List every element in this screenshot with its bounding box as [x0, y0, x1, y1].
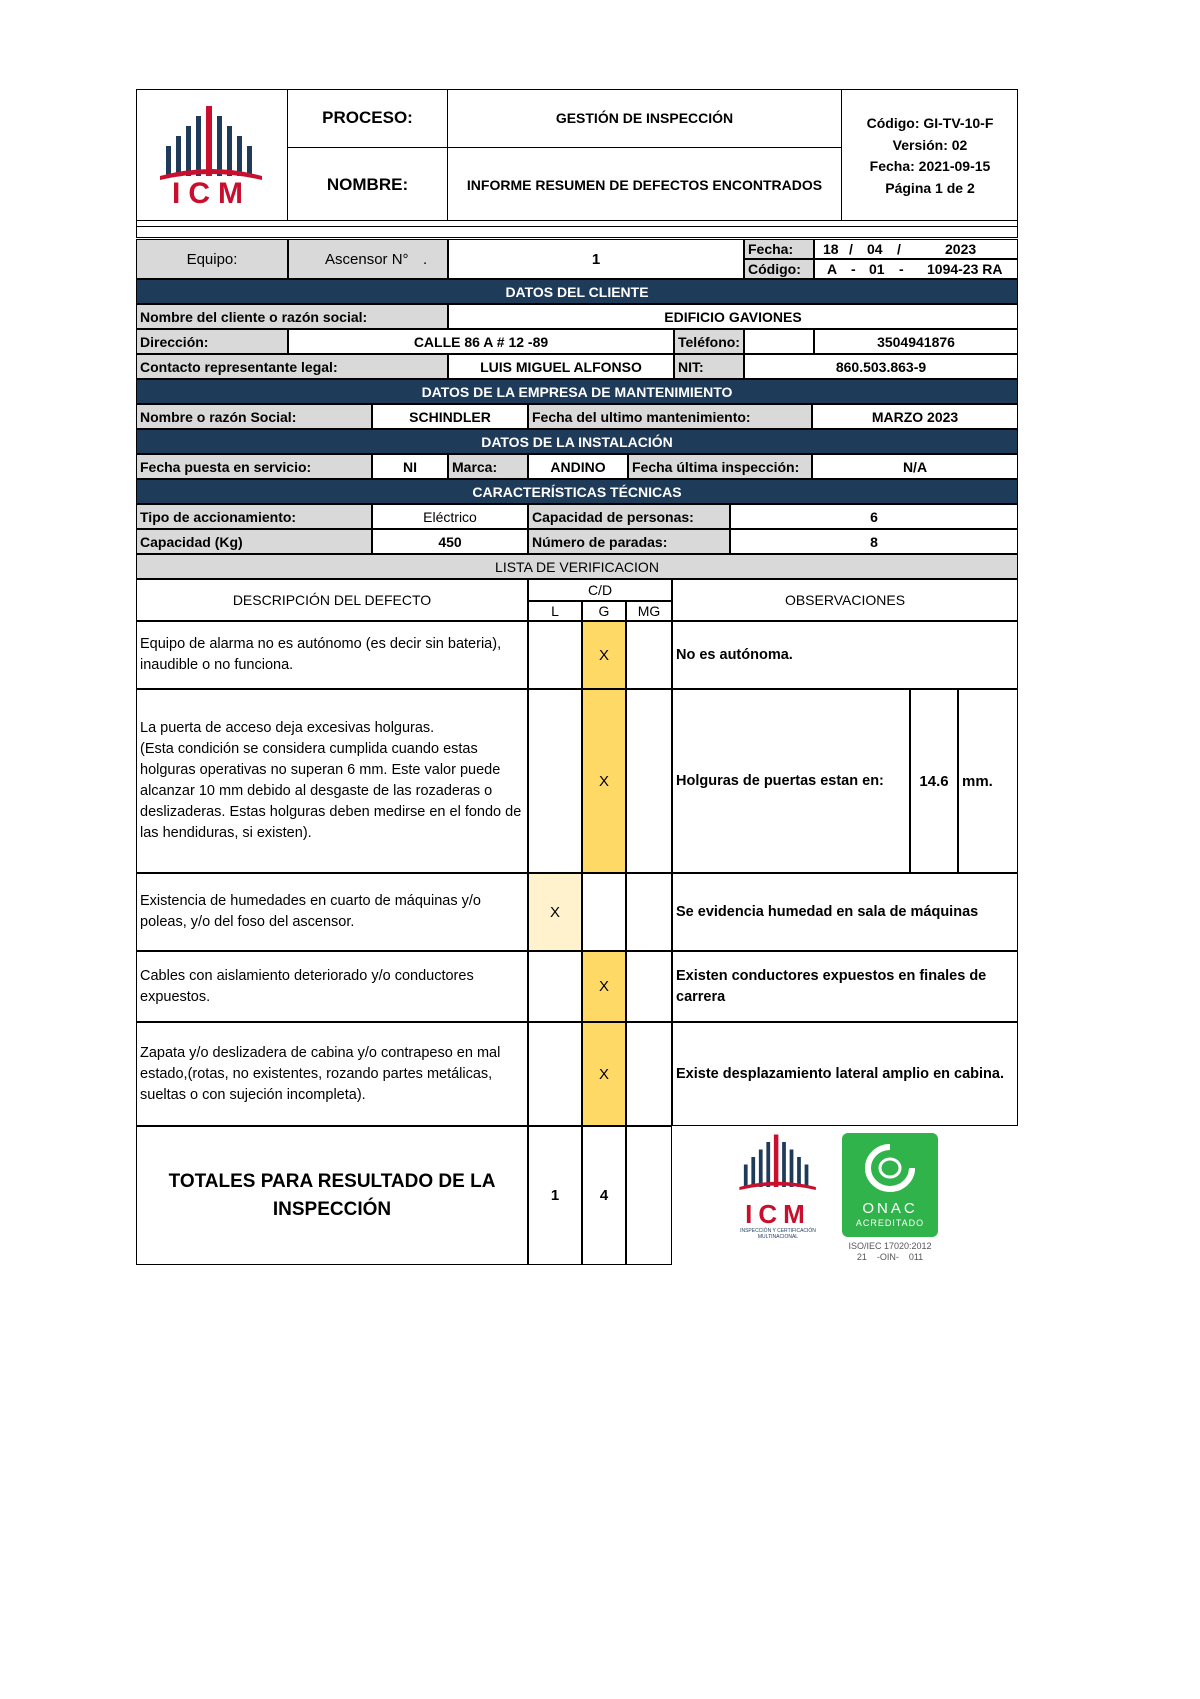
defect-row-2-g: X: [582, 689, 626, 873]
codigo-value-cell: [814, 259, 1018, 279]
proceso-value-cell: [448, 89, 842, 148]
total-mg: [626, 1126, 672, 1265]
col-header-cd: C/D: [528, 579, 672, 601]
document-code-block: [842, 113, 1018, 199]
fecha-mes: 04: [867, 241, 883, 257]
equipo-label-cell: [136, 239, 288, 279]
nit-label-cell: [674, 354, 744, 379]
header-logo-cell: [136, 89, 288, 221]
footer-icm-subtext: INSPECCIÓN Y CERTIFICACIÓN MULTINACIONAL: [740, 1228, 816, 1240]
inspeccion-label-cell: [628, 454, 812, 479]
nombre-value-cell: [448, 148, 842, 221]
fecha-sep-1: /: [849, 241, 853, 257]
mant-fecha-label-cell: [528, 404, 812, 429]
defect-row-4-g: X: [582, 951, 626, 1022]
codigo-sep-1: -: [851, 261, 856, 277]
marca-value: ANDINO: [528, 454, 628, 479]
totales-label: TOTALES PARA RESULTADO DE LA INSPECCIÓN: [136, 1126, 528, 1265]
capacidad-value: 450: [372, 529, 528, 554]
defect-row-1-l: [528, 621, 582, 689]
fecha-sep-2: /: [897, 241, 901, 257]
mant-nombre-label-cell: [136, 404, 372, 429]
equipo-dot: .: [423, 251, 428, 268]
defect-row-2-obs-value: 14.6: [910, 689, 958, 873]
fecha-label-cell: [744, 239, 814, 259]
marca-label: Marca:: [452, 458, 498, 475]
defect-row-3-l: X: [528, 873, 582, 951]
defect-row-4-l: [528, 951, 582, 1022]
inspeccion-label: Fecha última inspección:: [632, 458, 800, 475]
defect-row-1-obs: No es autónoma.: [672, 621, 1018, 689]
nombre-value: INFORME RESUMEN DE DEFECTOS ENCONTRADOS: [466, 176, 823, 193]
section-title-instalacion: DATOS DE LA INSTALACIÓN: [136, 429, 1018, 454]
cliente-nombre-value: EDIFICIO GAVIONES: [448, 304, 1018, 329]
total-g: 4: [582, 1126, 626, 1265]
paradas-label-cell: [528, 529, 730, 554]
mant-fecha-label: Fecha del ultimo mantenimiento:: [532, 408, 751, 425]
defect-row-4-mg: [626, 951, 672, 1022]
mant-fecha-value: MARZO 2023: [812, 404, 1018, 429]
codigo-b: 01: [869, 261, 885, 277]
codigo-label: Código:: [748, 261, 801, 277]
inspeccion-value: N/A: [812, 454, 1018, 479]
defect-row-2-obs: Holguras de puertas estan en:: [672, 689, 910, 873]
defect-row-4-obs: Existen conductores expuestos en finales de carrera: [672, 951, 1018, 1022]
section-title-cliente: DATOS DEL CLIENTE: [136, 279, 1018, 304]
mant-nombre-value: SCHINDLER: [372, 404, 528, 429]
accionamiento-label-cell: [136, 504, 372, 529]
document-code: Código: GI-TV-10-F: [866, 115, 994, 131]
puesta-label: Fecha puesta en servicio:: [140, 458, 312, 475]
spacer-row: [136, 221, 1018, 238]
defect-row-3-mg: [626, 873, 672, 951]
accionamiento-value: Eléctrico: [372, 504, 528, 529]
cliente-nombre-label: Nombre del cliente o razón social:: [140, 308, 368, 325]
footer-icm-text: ICM: [745, 1198, 811, 1229]
equipo-label: Equipo:: [186, 250, 238, 268]
defect-row-3-g: [582, 873, 626, 951]
capacidad-label-cell: [136, 529, 372, 554]
col-header-l: L: [528, 601, 582, 621]
puesta-value: NI: [372, 454, 448, 479]
telefono-spacer: [744, 329, 814, 354]
col-header-descripcion: DESCRIPCIÓN DEL DEFECTO: [136, 579, 528, 621]
defect-row-2-l: [528, 689, 582, 873]
contacto-label-cell: [136, 354, 448, 379]
equipo-numero-cell: [448, 239, 744, 279]
equipo-tipo-cell: [288, 239, 448, 279]
defect-row-5-obs: Existe desplazamiento lateral amplio en cabina.: [672, 1022, 1018, 1126]
section-title-tecnicas: CARACTERÍSTICAS TÉCNICAS: [136, 479, 1018, 504]
telefono-value: 3504941876: [814, 329, 1018, 354]
paradas-value: 8: [730, 529, 1018, 554]
defect-row-1-desc: Equipo de alarma no es autónomo (es decir sin bateria), inaudible o no funciona.: [136, 621, 528, 689]
fecha-label: Fecha:: [748, 241, 794, 257]
equipo-numero: 1: [591, 250, 601, 268]
defect-row-5-desc: Zapata y/o deslizadera de cabina y/o contrapeso en mal estado,(rotas, no existentes, rozando partes metálicas, sueltas o con sujeción incompleta).: [136, 1022, 528, 1126]
iso-line-1: ISO/IEC 17020:2012: [848, 1241, 932, 1251]
fecha-dia: 18: [823, 241, 839, 257]
telefono-label-cell: [674, 329, 744, 354]
proceso-label: PROCESO:: [322, 108, 413, 127]
document-date: Fecha: 2021-09-15: [869, 158, 991, 174]
proceso-value: GESTIÓN DE INSPECCIÓN: [555, 110, 734, 126]
col-header-mg: MG: [626, 601, 672, 621]
personas-label-cell: [528, 504, 730, 529]
defect-row-1-mg: [626, 621, 672, 689]
direccion-label-cell: [136, 329, 288, 354]
onac-subtext: ACREDITADO: [855, 1218, 925, 1228]
defect-row-5-l: [528, 1022, 582, 1126]
paradas-label: Número de paradas:: [532, 533, 668, 550]
divider: [136, 226, 1018, 227]
codigo-sep-2: -: [899, 261, 904, 277]
col-header-g: G: [582, 601, 626, 621]
proceso-label-cell: [288, 89, 448, 148]
nombre-label-cell: [288, 148, 448, 221]
fecha-value-cell: [814, 239, 1018, 259]
defect-row-1-g: X: [582, 621, 626, 689]
nit-label: NIT:: [678, 358, 704, 375]
defect-row-3-obs: Se evidencia humedad en sala de máquinas: [672, 873, 1018, 951]
direccion-label: Dirección:: [140, 333, 209, 350]
onac-text: ONAC: [862, 1199, 918, 1217]
contacto-label: Contacto representante legal:: [140, 358, 338, 375]
personas-value: 6: [730, 504, 1018, 529]
footer-icm-logo: [728, 1133, 828, 1253]
section-title-lista: LISTA DE VERIFICACION: [136, 554, 1018, 579]
codigo-c: 1094-23 RA: [927, 261, 1003, 277]
document-page: Página 1 de 2: [885, 179, 975, 196]
accionamiento-label: Tipo de accionamiento:: [140, 508, 297, 525]
telefono-label: Teléfono:: [678, 333, 740, 350]
document-version: Versión: 02: [892, 136, 968, 153]
codigo-label-cell: [744, 259, 814, 279]
personas-label: Capacidad de personas:: [532, 508, 694, 525]
onac-symbol-icon: [862, 1143, 918, 1193]
mant-nombre-label: Nombre o razón Social:: [140, 408, 297, 425]
defect-row-2-obs-unit: mm.: [958, 689, 1018, 873]
puesta-label-cell: [136, 454, 372, 479]
equipo-tipo: Ascensor N°: [325, 251, 409, 268]
capacidad-label: Capacidad (Kg): [140, 533, 243, 550]
section-title-mantenimiento: DATOS DE LA EMPRESA DE MANTENIMIENTO: [136, 379, 1018, 404]
total-l: 1: [528, 1126, 582, 1265]
defect-row-5-g: X: [582, 1022, 626, 1126]
direccion-value: CALLE 86 A # 12 -89: [288, 329, 674, 354]
footer-icm-logo-graphic: [733, 1133, 823, 1208]
defect-row-2-desc: La puerta de acceso deja excesivas holguras. (Esta condición se considera cumplida cuando estas holguras operativas no superan 6 mm. Este valor puede alcanzar 10 mm debido al desgaste de las rozaderas o deslizaderas. Estas holguras deben medirse en el fondo de las hendiduras, si existen).: [136, 689, 528, 873]
col-header-observaciones: OBSERVACIONES: [672, 579, 1018, 621]
fecha-anio: 2023: [945, 241, 977, 257]
defect-row-3-desc: Existencia de humedades en cuarto de máquinas y/o poleas, y/o del foso del ascensor.: [136, 873, 528, 951]
codigo-a: A: [827, 261, 838, 277]
cliente-nombre-label-cell: [136, 304, 448, 329]
defect-row-5-mg: [626, 1022, 672, 1126]
onac-badge: [842, 1133, 938, 1237]
nit-value: 860.503.863-9: [744, 354, 1018, 379]
contacto-value: LUIS MIGUEL ALFONSO: [448, 354, 674, 379]
defect-row-4-desc: Cables con aislamiento deteriorado y/o conductores expuestos.: [136, 951, 528, 1022]
defect-row-2-mg: [626, 689, 672, 873]
marca-label-cell: [448, 454, 528, 479]
icm-logo-text: ICM: [172, 177, 251, 210]
nombre-label: NOMBRE:: [326, 174, 409, 194]
iso-line-2: 21 -OIN- 011: [856, 1252, 924, 1262]
